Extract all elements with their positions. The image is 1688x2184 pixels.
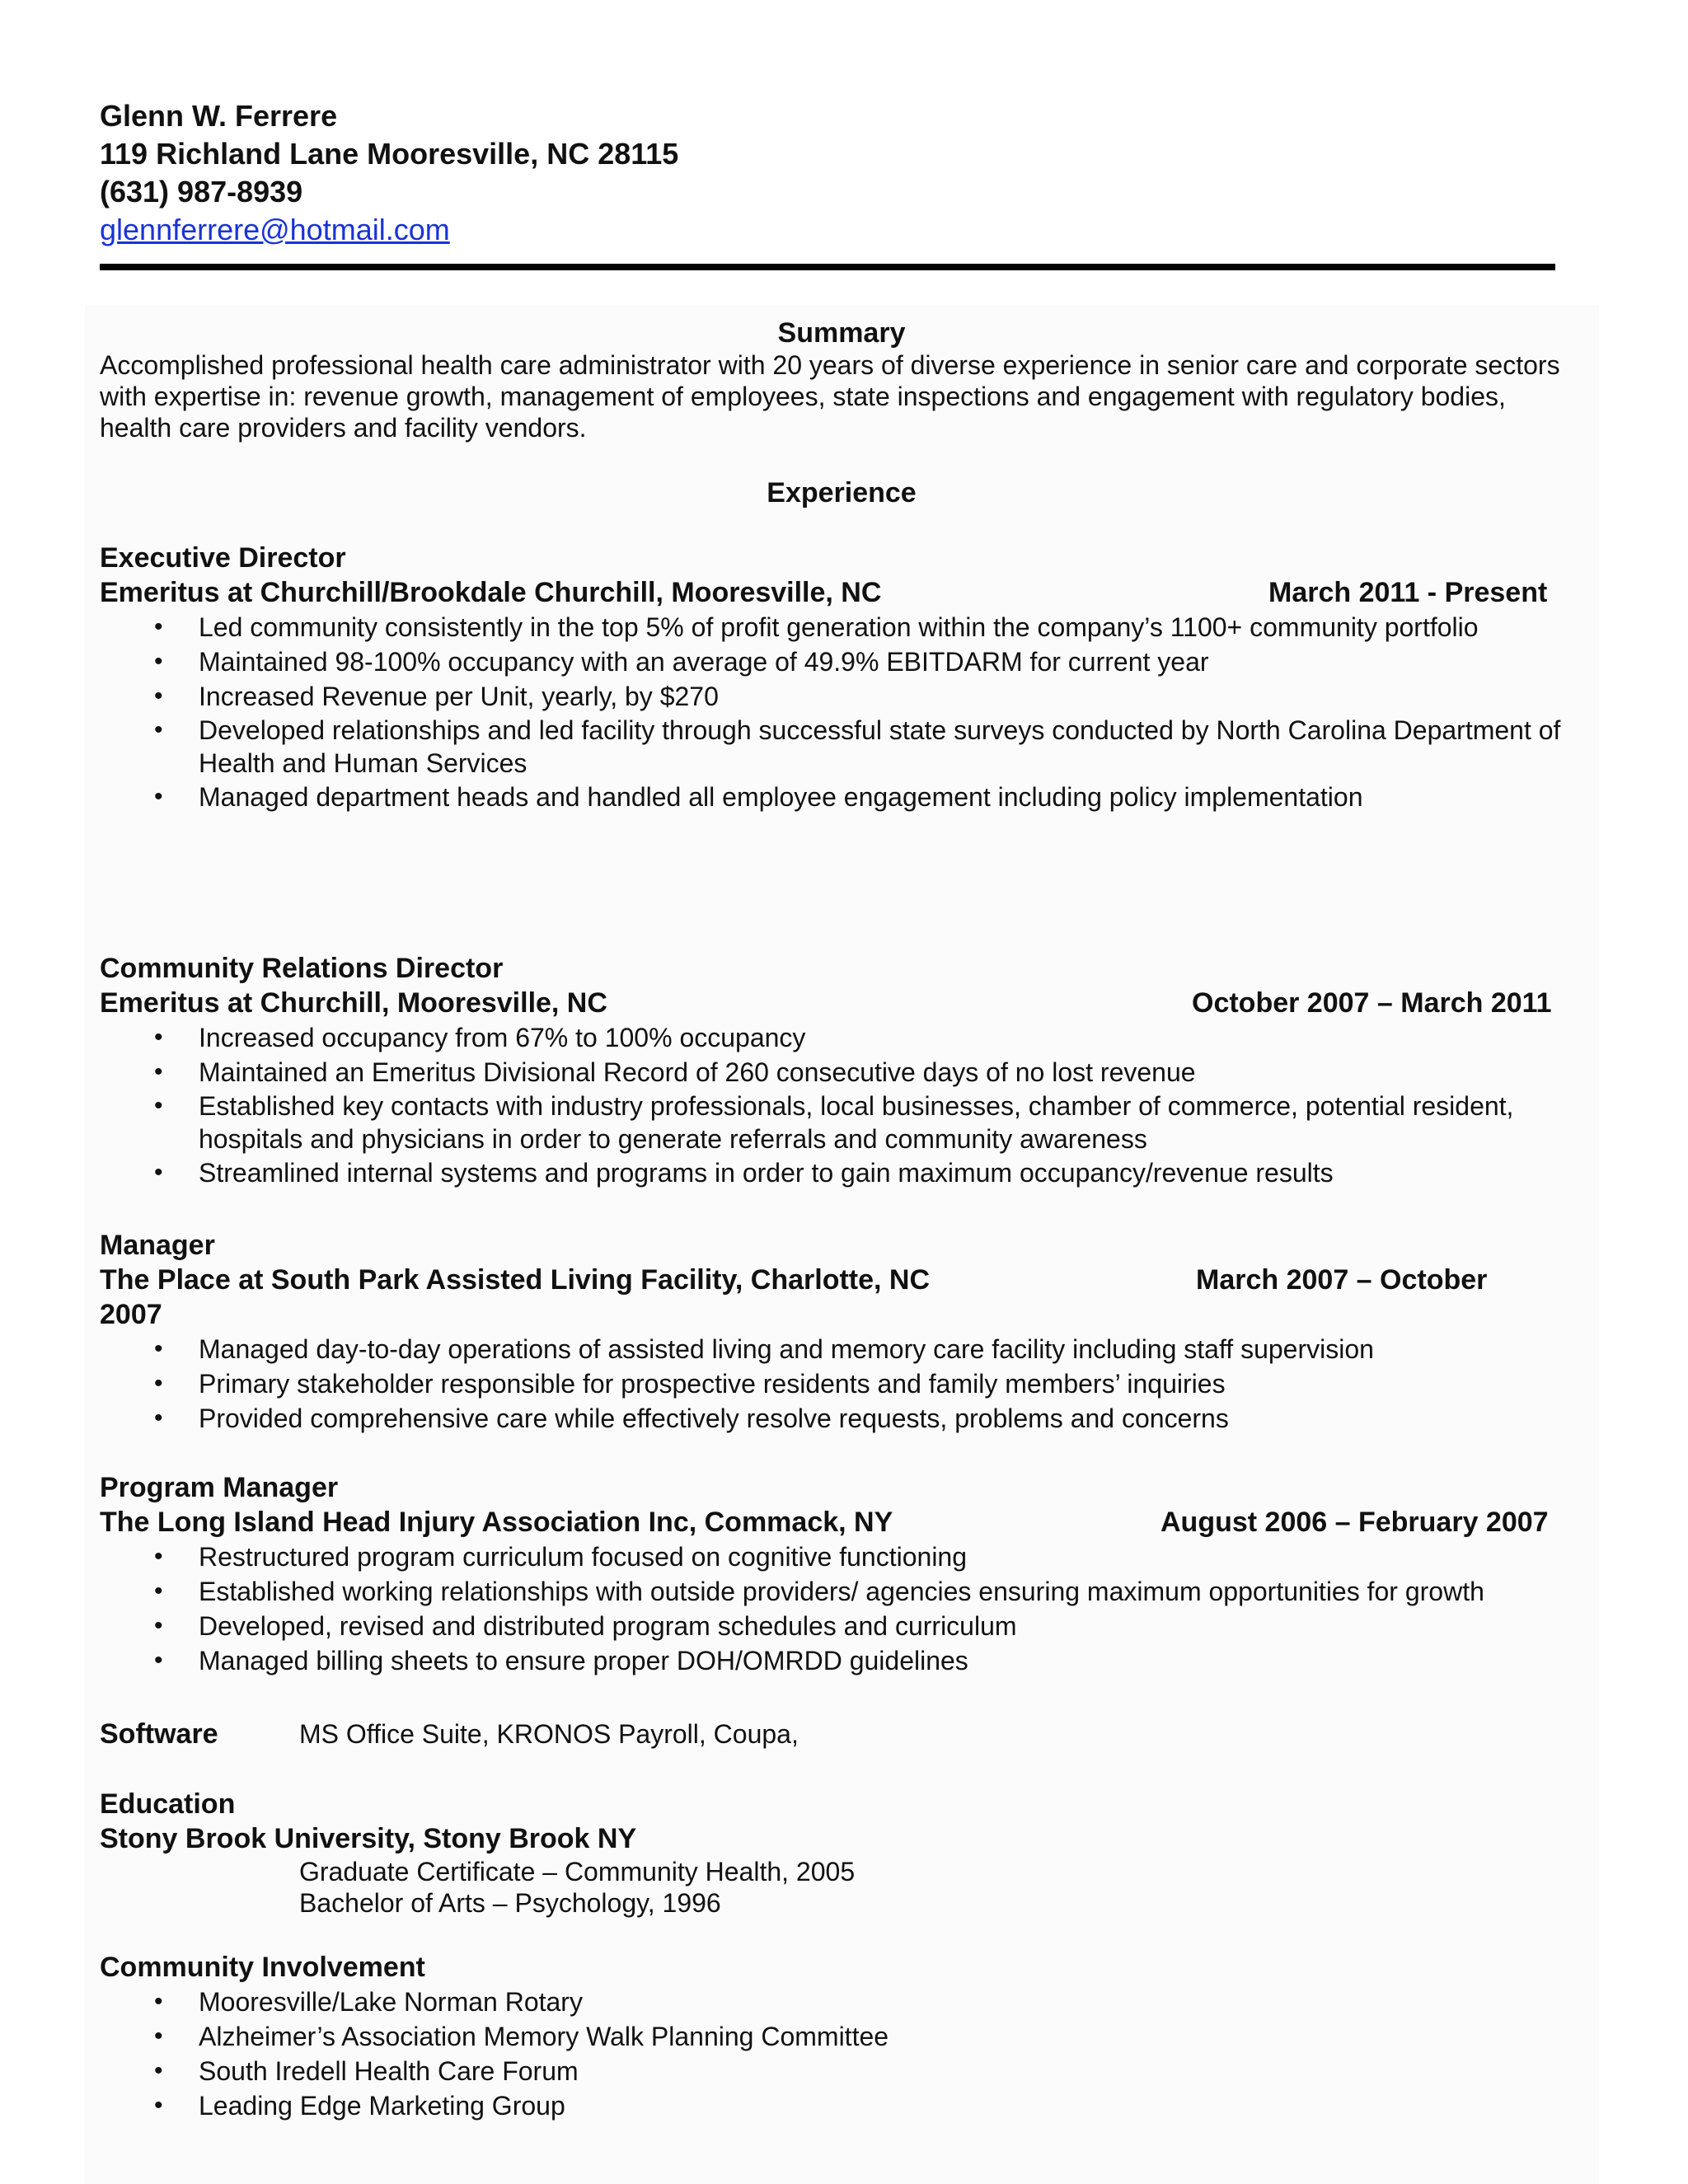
bullet-icon: • [154,1092,163,1119]
job-company-name: Emeritus at Churchill/Brookdale Churchill, Mooresville, NC [100,577,882,608]
list-item: • Established working relationships with outside providers/ agencies ensuring maximum opportunities for growth [100,1574,1583,1609]
job-bullets [100,1332,1583,1436]
bullet-icon: • [154,2022,163,2050]
list-item: • Restructured program curriculum focused on cognitive functioning [100,1540,1583,1574]
bullet-icon: • [154,716,163,743]
list-item: • Managed department heads and handled all employee engagement including policy implementation [100,780,1583,814]
job-bullets [100,610,1583,814]
job-company [100,1263,1583,1297]
job-dates: March 2011 - Present [1268,577,1548,608]
list-item: • Mooresville/Lake Norman Rotary [100,1985,1583,2019]
job-bullets [100,1540,1583,1678]
job-company [100,575,1583,610]
software-section [100,1717,1583,1751]
job-company-name: The Place at South Park Assisted Living Facility, Charlotte, NC [100,1264,931,1296]
list-item: • Managed day-to-day operations of assisted living and memory care facility including staff supervision [100,1332,1583,1366]
education-degree: Bachelor of Arts – Psychology, 1996 [299,1888,721,1918]
list-item: • Leading Edge Marketing Group [100,2088,1583,2123]
bullet-icon: • [154,783,163,810]
header-divider [100,264,1555,270]
candidate-address: 119 Richland Lane Mooresville, NC 28115 [100,137,679,171]
contact-header [100,97,1583,249]
job-company [100,1505,1583,1540]
bullet-icon: • [154,1404,163,1432]
job-entry [100,1470,1583,1678]
job-dates: March 2007 – October [1196,1264,1488,1296]
summary-text: Accomplished professional health care administrator with 20 years of diverse experience in senior care and corporate sectors with expertise in: revenue growth, management of employees, state inspections and engagement with regulatory bodies, health care providers and facility vendors. [100,350,1560,443]
software-value: MS Office Suite, KRONOS Payroll, Coupa, [299,1719,799,1749]
community-heading: Community Involvement [100,1952,425,1983]
bullet-icon: • [154,1058,163,1085]
list-item: • Increased occupancy from 67% to 100% occupancy [100,1020,1583,1055]
bullet-icon: • [154,1543,163,1570]
bullet-icon: • [154,1647,163,1674]
bullet-icon: • [154,682,163,710]
bullet-icon: • [154,1024,163,1051]
job-company [100,986,1583,1020]
education-degree: Graduate Certificate – Community Health, 2005 [299,1857,856,1886]
job-dates: October 2007 – March 2011 [1192,987,1552,1019]
education-school: Stony Brook University, Stony Brook NY [100,1823,637,1854]
bullet-icon: • [154,2057,163,2084]
list-item: • South Iredell Health Care Forum [100,2054,1583,2088]
list-item: • Streamlined internal systems and programs in order to gain maximum occupancy/revenue results [100,1155,1583,1190]
job-title: Executive Director [100,542,346,574]
bullet-icon: • [154,1370,163,1397]
job-entry [100,541,1583,814]
list-item: • Alzheimer’s Association Memory Walk Planning Committee [100,2019,1583,2054]
summary-heading: Summary [777,317,906,349]
list-item: • Provided comprehensive care while effectively resolve requests, problems and concerns [100,1401,1583,1436]
job-company-name: The Long Island Head Injury Association Inc, Commack, NY [100,1507,893,1538]
bullet-icon: • [154,613,163,640]
candidate-name: Glenn W. Ferrere [100,99,338,133]
job-title: Manager [100,1230,215,1261]
experience-heading: Experience [767,477,917,509]
education-section [100,1787,1583,1919]
bullet-icon: • [154,2092,163,2119]
education-heading: Education [100,1788,236,1820]
list-item: • Established key contacts with industry professionals, local businesses, chamber of commerce, potential resident, hospitals and physicians in order to generate referrals and community awareness [154,1091,1514,1154]
job-bullets [100,1020,1583,1190]
list-item: • Developed relationships and led facility through successful state surveys conducted by North Carolina Department of Health and Human Services [154,715,1561,778]
resume-page [100,97,1583,2121]
software-label: Software [100,1718,218,1750]
list-item: • Maintained 98-100% occupancy with an average of 49.9% EBITDARM for current year [100,644,1583,679]
community-section [100,1950,1583,2123]
list-item: • Increased Revenue per Unit, yearly, by $270 [100,679,1583,714]
job-dates-wrap: 2007 [100,1299,162,1330]
job-company-name: Emeritus at Churchill, Mooresville, NC [100,987,607,1019]
job-entry [100,951,1583,1190]
job-title: Program Manager [100,1472,339,1503]
job-title: Community Relations Director [100,953,504,984]
list-item: • Developed, revised and distributed program schedules and curriculum [100,1609,1583,1643]
bullet-icon: • [154,1335,163,1362]
bullet-icon: • [154,1988,163,2015]
list-item: • Led community consistently in the top 5% of profit generation within the company’s 1100+ community portfolio [100,610,1583,644]
job-entry [100,1228,1583,1436]
candidate-phone: (631) 987-8939 [100,175,303,209]
list-item: • Maintained an Emeritus Divisional Record of 260 consecutive days of no lost revenue [100,1055,1583,1090]
list-item: • Primary stakeholder responsible for prospective residents and family members’ inquiries [100,1366,1583,1401]
bullet-icon: • [154,1612,163,1639]
bullet-icon: • [154,1159,163,1186]
bullet-icon: • [154,1577,163,1605]
bullet-icon: • [154,648,163,675]
community-bullets [100,1985,1583,2123]
list-item: • Managed billing sheets to ensure proper DOH/OMRDD guidelines [100,1643,1583,1678]
candidate-email-link[interactable]: glennferrere@hotmail.com [100,213,450,246]
job-dates: August 2006 – February 2007 [1160,1507,1549,1538]
